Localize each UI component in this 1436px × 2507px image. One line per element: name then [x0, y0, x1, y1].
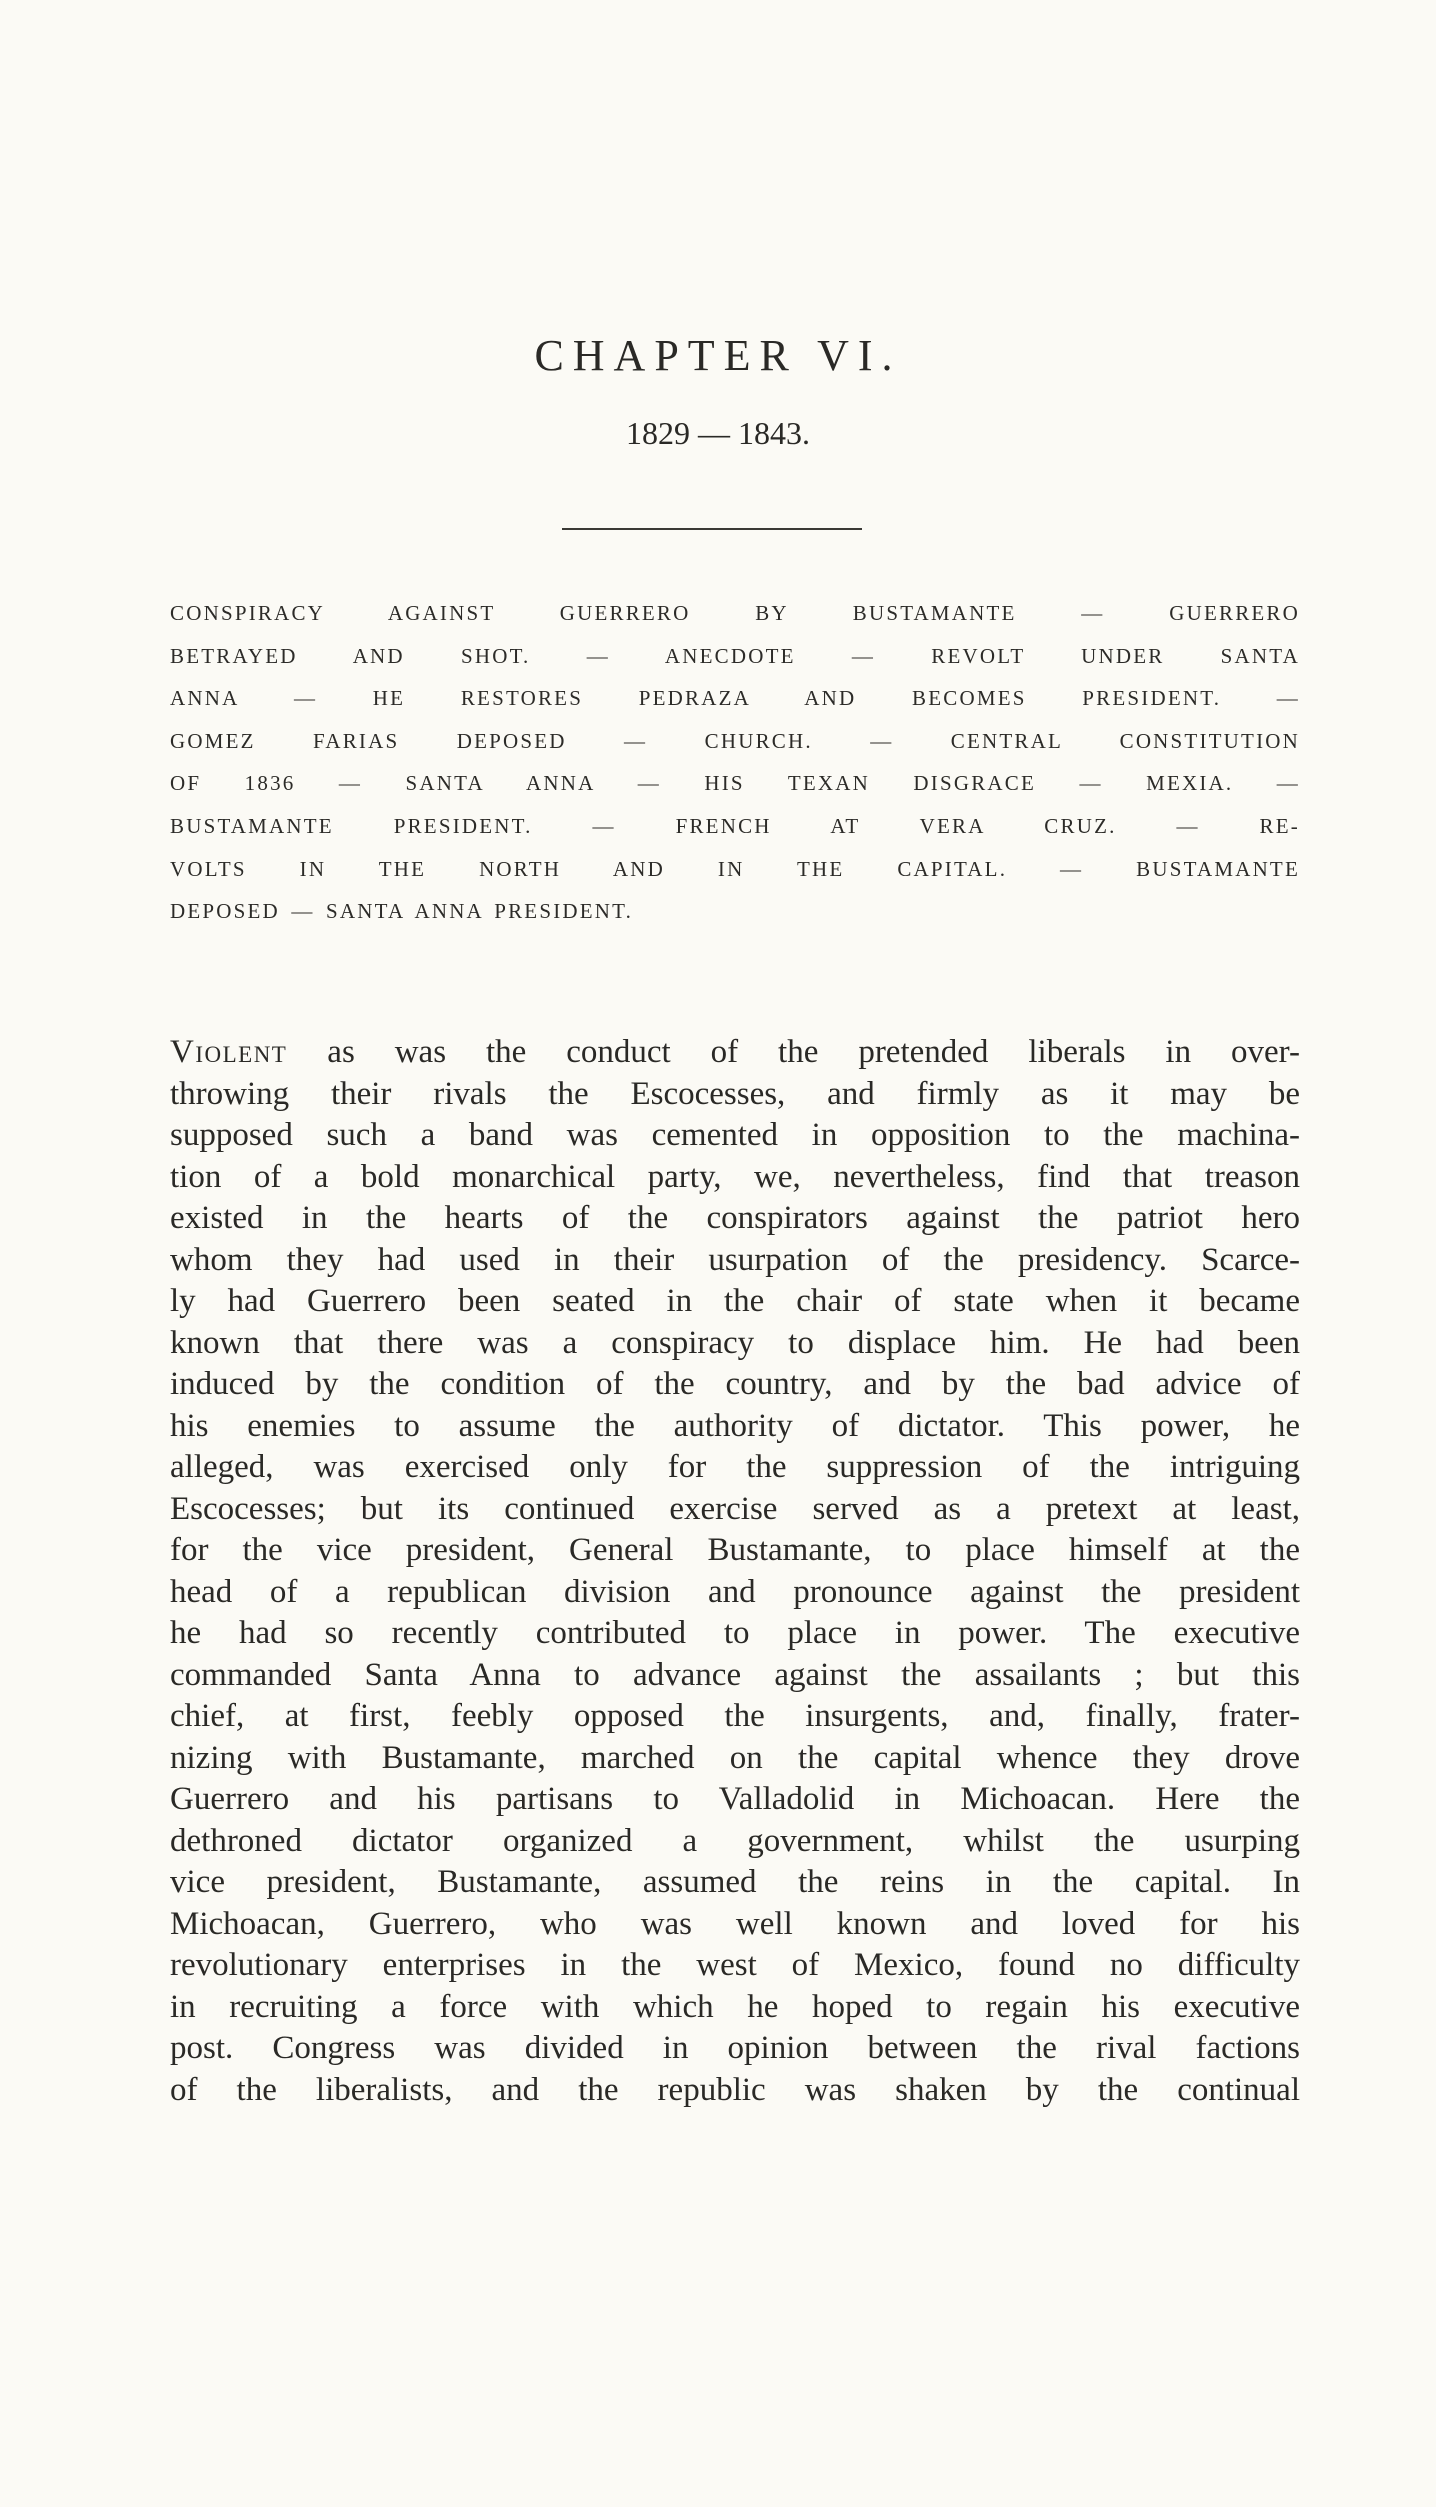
first-line-text: as was the conduct of the pretended liberals in over- — [287, 1034, 1300, 1070]
body-line: known that there was a conspiracy to displace him. He had been — [170, 1324, 1300, 1361]
body-line: in recruiting a force with which he hoped to regain his executive — [170, 1988, 1300, 2025]
body-line: of the liberalists, and the republic was shaken by the continual — [170, 2071, 1300, 2108]
summary-line: ANNA — HE RESTORES PEDRAZA AND BECOMES PRESIDENT. — — [170, 686, 1300, 711]
summary-line: OF 1836 — SANTA ANNA — HIS TEXAN DISGRACE — MEXIA. — — [170, 771, 1300, 796]
body-line: post. Congress was divided in opinion between the rival factions — [170, 2030, 1300, 2066]
body-line: tion of a bold monarchical party, we, nevertheless, find that treason — [170, 1158, 1300, 1195]
body-line: supposed such a band was cemented in opposition to the machina- — [170, 1117, 1300, 1153]
summary-line: GOMEZ FARIAS DEPOSED — CHURCH. — CENTRAL CONSTITUTION — [170, 728, 1300, 753]
body-line: alleged, was exercised only for the suppression of the intriguing — [170, 1449, 1300, 1485]
chapter-years: 1829 — 1843. — [626, 415, 810, 451]
summary-line: CONSPIRACY AGAINST GUERRERO BY BUSTAMANTE — GUERRERO — [170, 601, 1300, 625]
summary-line: BETRAYED AND SHOT. — ANECDOTE — REVOLT UNDER SANTA — [170, 643, 1300, 668]
section-divider — [562, 528, 862, 530]
summary-line: BUSTAMANTE PRESIDENT. — FRENCH AT VERA CRUZ. — RE- — [170, 813, 1300, 838]
body-line: commanded Santa Anna to advance against the assailants ; but this — [170, 1656, 1300, 1693]
body-line: Guerrero and his partisans to Valladolid in Michoacan. Here the — [170, 1781, 1300, 1817]
body-line: Escocesses; but its continued exercise served as a pretext at least, — [170, 1490, 1300, 1527]
body-line: existed in the hearts of the conspirators against the patriot hero — [170, 1200, 1300, 1236]
body-line: ly had Guerrero been seated in the chair of state when it became — [170, 1283, 1300, 1319]
summary-line: DEPOSED — SANTA ANNA PRESIDENT. — [170, 899, 634, 924]
body-line: Michoacan, Guerrero, who was well known and loved for his — [170, 1905, 1300, 1942]
body-line: whom they had used in their usurpation of the presidency. Scarce- — [170, 1241, 1300, 1278]
chapter-title: CHAPTER VI. — [534, 331, 902, 380]
body-line: chief, at first, feebly opposed the insurgents, and, finally, frater- — [170, 1698, 1300, 1734]
body-line: head of a republican division and pronounce against the president — [170, 1573, 1300, 1610]
chapter-summary — [170, 592, 1300, 933]
body-line: induced by the condition of the country, and by the bad advice of — [170, 1366, 1300, 1402]
body-line: throwing their rivals the Escocesses, and firmly as it may be — [170, 1075, 1300, 1112]
summary-line: VOLTS IN THE NORTH AND IN THE CAPITAL. — BUSTAMANTE — [170, 856, 1300, 881]
body-line: vice president, Bustamante, assumed the reins in the capital. In — [170, 1864, 1300, 1900]
body-line: nizing with Bustamante, marched on the capital whence they drove — [170, 1739, 1300, 1776]
chapter-body — [170, 1032, 1300, 2111]
body-line: revolutionary enterprises in the west of Mexico, found no difficulty — [170, 1947, 1300, 1983]
drop-word: Violent — [170, 1034, 288, 1070]
body-line: he had so recently contributed to place in power. The executive — [170, 1615, 1300, 1651]
body-line: dethroned dictator organized a government, whilst the usurping — [170, 1822, 1300, 1859]
body-line: his enemies to assume the authority of dictator. This power, he — [170, 1407, 1300, 1444]
body-line: for the vice president, General Bustamante, to place himself at the — [170, 1532, 1300, 1568]
body-line-first — [170, 1032, 1300, 1074]
